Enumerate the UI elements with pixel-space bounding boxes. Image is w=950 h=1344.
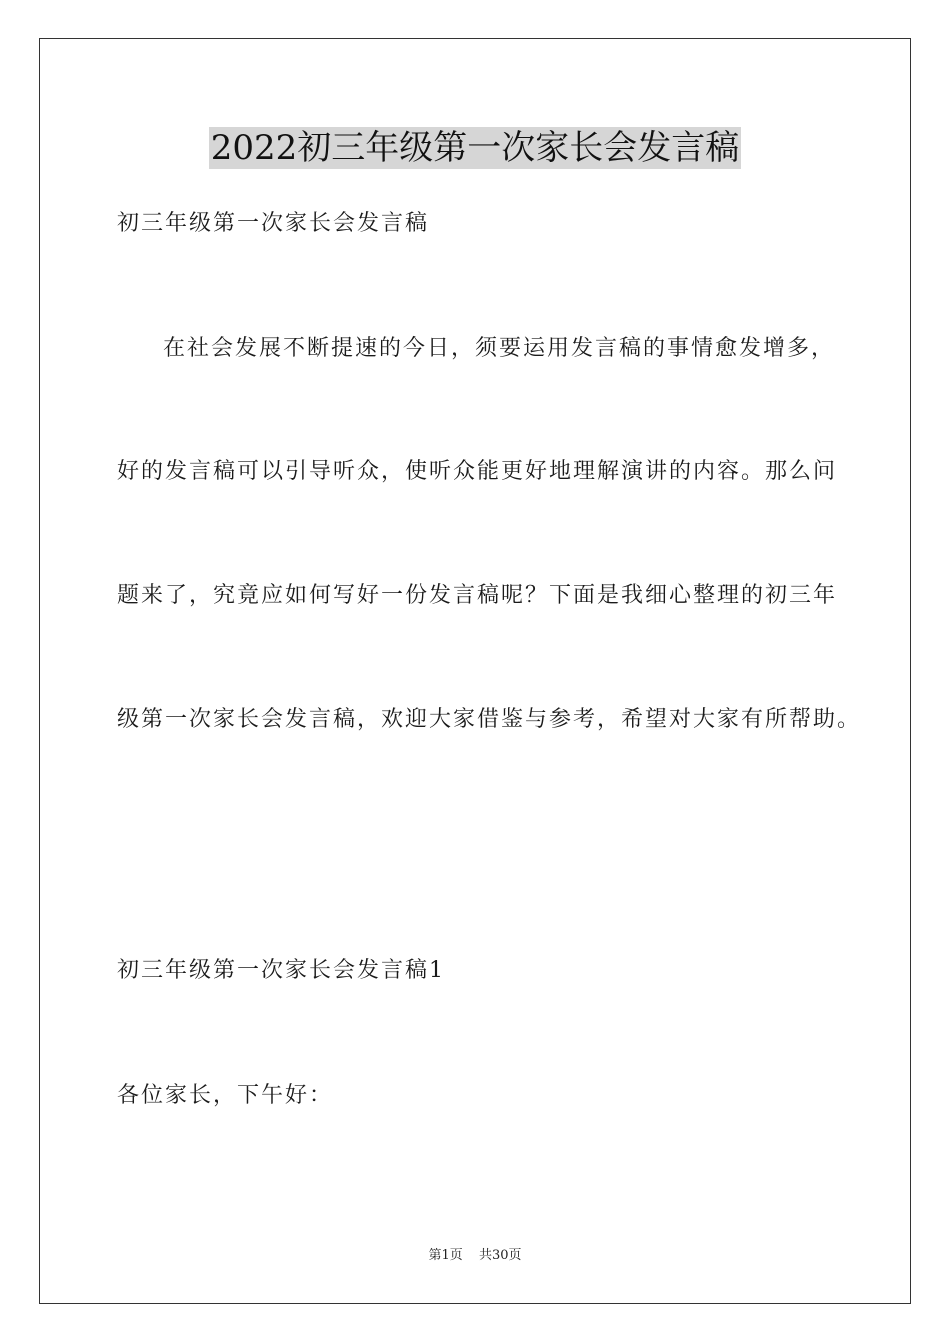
greeting-line: 各位家长，下午好： [117,1083,334,1108]
document-subtitle: 初三年级第一次家长会发言稿 [117,211,430,236]
intro-line-2: 好的发言稿可以引导听众，使听众能更好地理解演讲的内容。那么问 [117,459,838,484]
page-number: 第1页 [428,1248,463,1263]
page-total: 共30页 [478,1248,522,1263]
intro-line-1: 在社会发展不断提速的今日，须要运用发言稿的事情愈发增多， [163,336,836,361]
intro-line-3: 题来了，究竟应如何写好一份发言稿呢？下面是我细心整理的初三年 [117,583,838,608]
section-heading: 初三年级第一次家长会发言稿1 [117,958,445,983]
document-title: 2022初三年级第一次家长会发言稿 [210,128,740,168]
page-footer [0,1247,950,1265]
title-container [0,127,950,169]
intro-line-4: 级第一次家长会发言稿，欢迎大家借鉴与参考，希望对大家有所帮助。 [117,707,862,732]
